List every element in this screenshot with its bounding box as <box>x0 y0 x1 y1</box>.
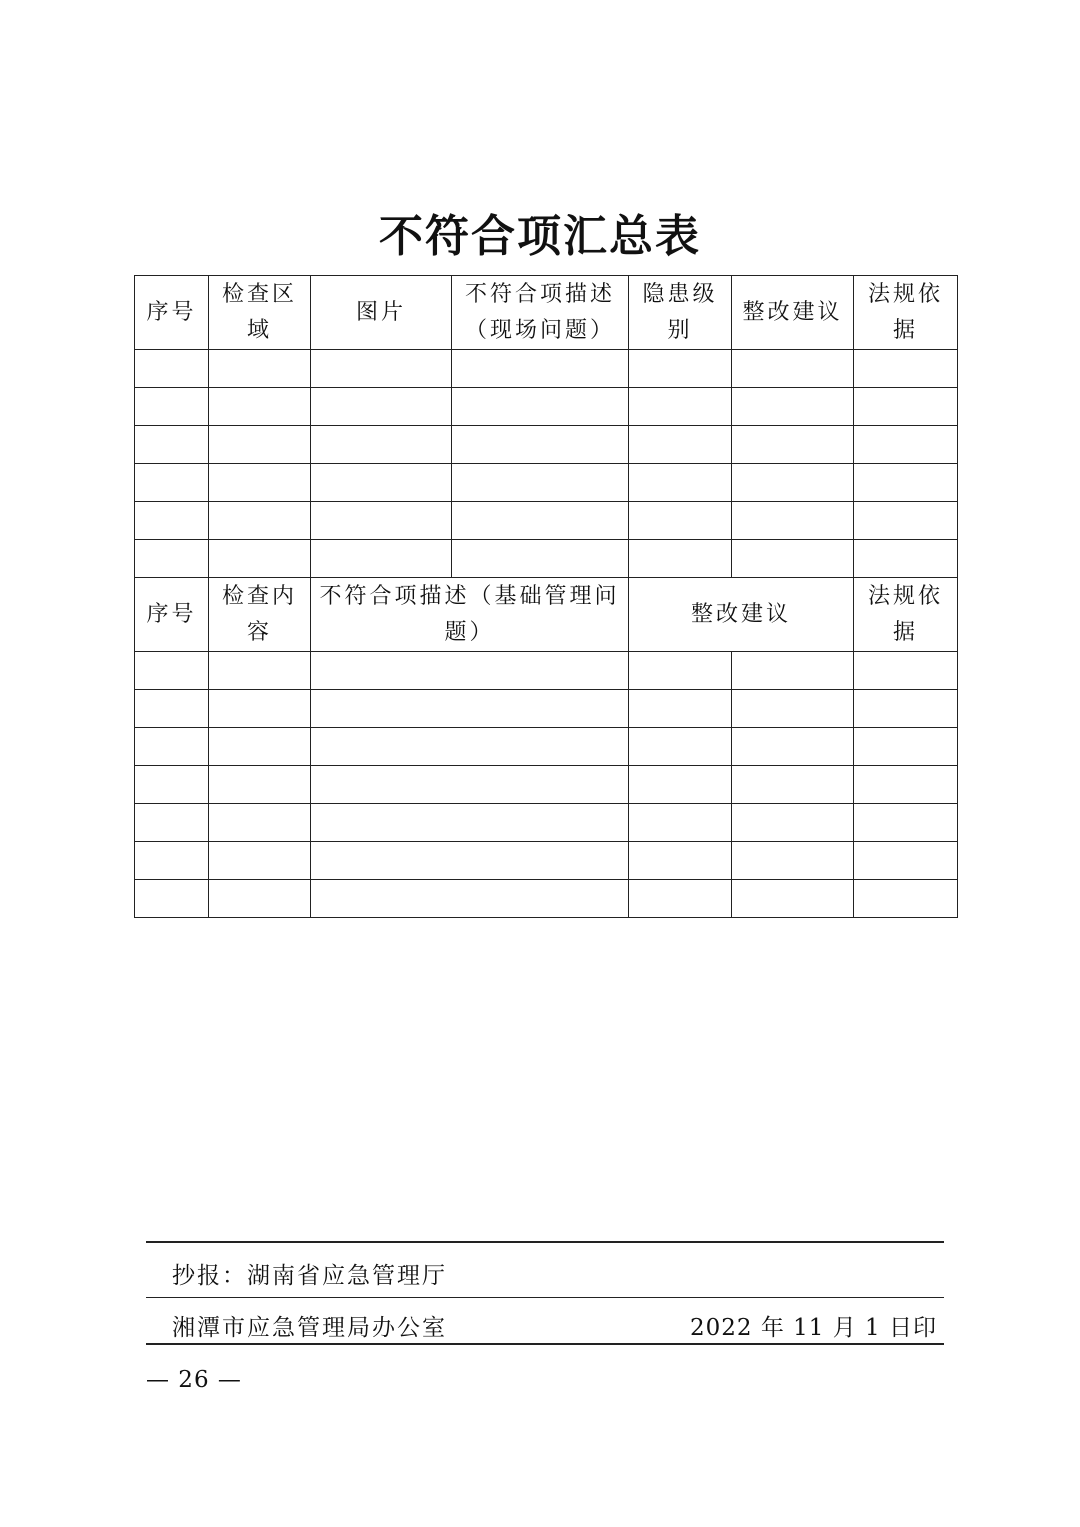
header-photo: 图片 <box>311 276 452 350</box>
header-suggestion: 整改建议 <box>732 276 854 350</box>
print-date: 2022 年 11 月 1 日印 <box>690 1315 937 1341</box>
header-inspection-content: 检查内容 <box>209 578 311 652</box>
nonconformity-summary-table <box>134 275 958 918</box>
table1-header-row <box>135 276 958 350</box>
table-row <box>135 464 958 502</box>
header-hazard-level: 隐患级别 <box>629 276 732 350</box>
cc-line: 抄报：湖南省应急管理厅 <box>172 1263 447 1289</box>
page-number: — 26 — <box>146 1367 242 1393</box>
document-title: 不符合项汇总表 <box>379 211 701 262</box>
table-row <box>135 728 958 766</box>
footer-rule-top <box>146 1241 944 1243</box>
issuing-office: 湘潭市应急管理局办公室 <box>172 1315 447 1341</box>
table-row <box>135 690 958 728</box>
table-row <box>135 766 958 804</box>
header-seq: 序号 <box>135 276 209 350</box>
table-row <box>135 880 958 918</box>
header-description-management: 不符合项描述（基础管理问题） <box>311 578 629 652</box>
header-legal-basis-2: 法规依据 <box>854 578 958 652</box>
table-row <box>135 426 958 464</box>
header-inspection-area: 检查区域 <box>209 276 311 350</box>
table-row <box>135 842 958 880</box>
table-row <box>135 804 958 842</box>
header-description-site: 不符合项描述（现场问题） <box>452 276 629 350</box>
header-seq-2: 序号 <box>135 578 209 652</box>
footer-rule-middle <box>146 1297 944 1298</box>
table-row <box>135 388 958 426</box>
table2-header-row <box>135 578 958 652</box>
header-legal-basis: 法规依据 <box>854 276 958 350</box>
table-row <box>135 502 958 540</box>
footer-rule-bottom <box>146 1343 944 1345</box>
table-row <box>135 540 958 578</box>
table-row <box>135 350 958 388</box>
header-suggestion-2: 整改建议 <box>629 578 854 652</box>
table-row <box>135 652 958 690</box>
